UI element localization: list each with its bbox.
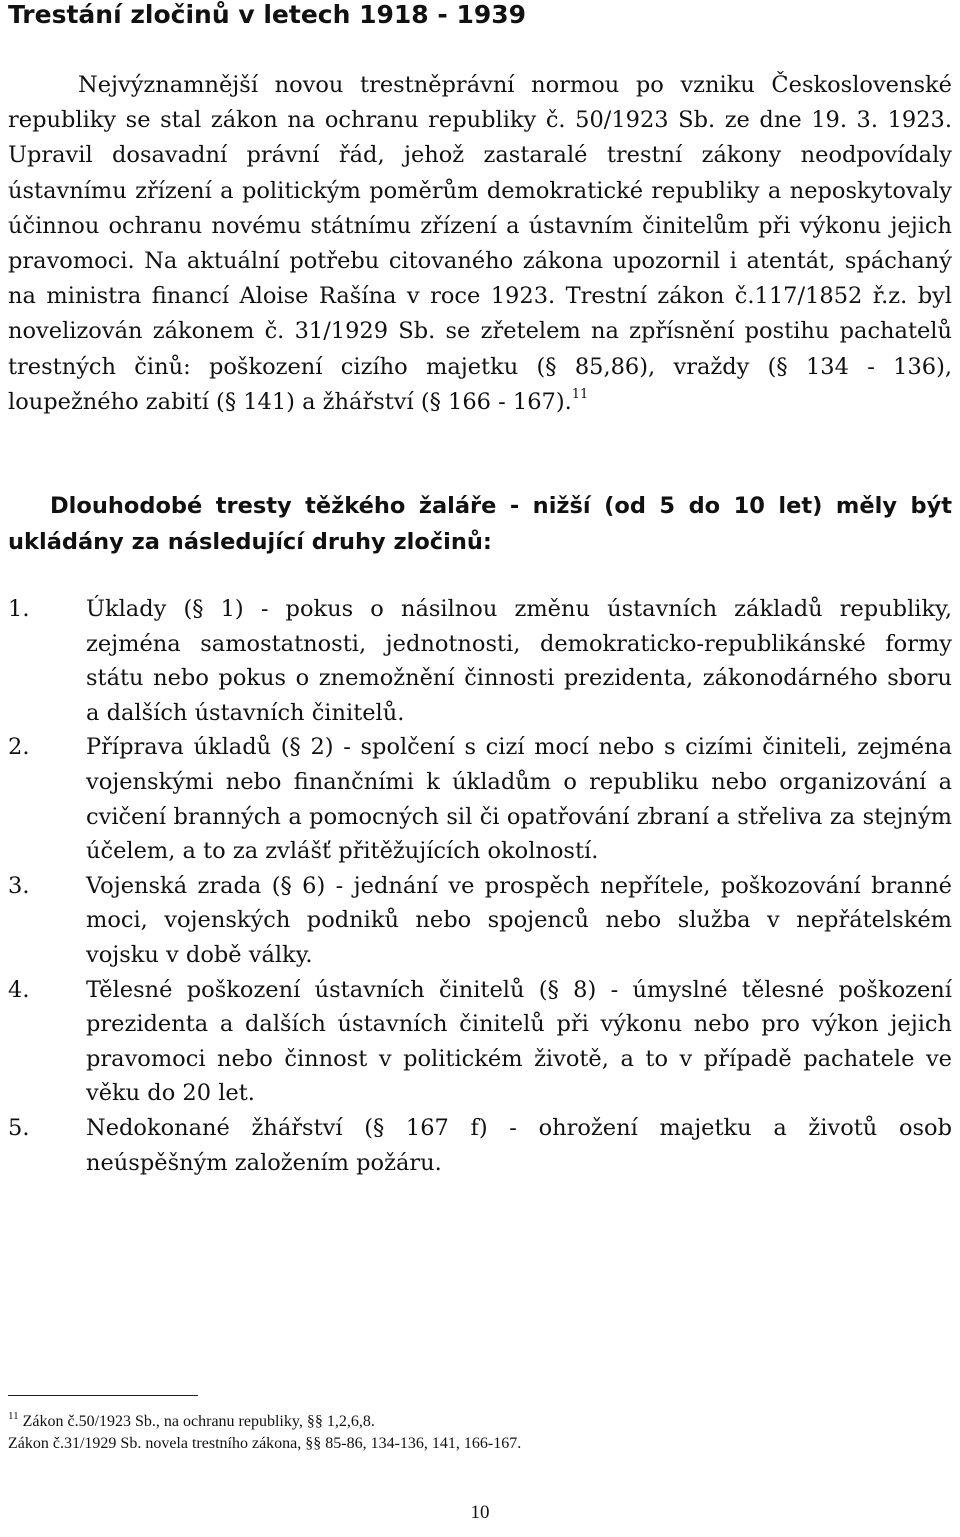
footnote-text-1: Zákon č.50/1923 Sb., na ochranu republiky, §§ 1,2,6,8.	[22, 1413, 375, 1430]
list-item-number: 1.	[8, 596, 30, 622]
footnote-line-1	[8, 1411, 952, 1433]
list-item-number: 3.	[8, 872, 30, 899]
list-item	[8, 869, 952, 973]
list-item	[8, 592, 952, 730]
subheading-text: Dlouhodobé tresty těžkého žaláře - nižší (od 5 do 10 let) měly být ukládány za následující druhy zločinů:	[8, 493, 952, 555]
list-item-text: Nedokonané žhářství (§ 167 f) - ohrožení majetku a životů osob neúspěšným založením požáru.	[86, 1114, 952, 1176]
list-item-number: 5.	[8, 1114, 30, 1141]
intro-text: Nejvýznamnější novou trestněprávní normou po vzniku Československé republiky se stal zákon na ochranu republiky č. 50/1923 Sb. ze dne 19. 3. 1923. Upravil dosavadní právní řád, jehož zastaralé trestní zákony neodpovídaly ústavnímu zřízení a politickým poměrům demokratické republiky a neposkytovaly účinnou ochranu novému státnímu zřízení a ústavním činitelům při výkonu jejich pravomoci. Na aktuální potřebu citovaného zákona upozornil i atentát, spáchaný na ministra financí Aloise Rašína v roce 1923. Trestní zákon č.117/1852 ř.z. byl novelizován zákonem č. 31/1929 Sb. se zřetelem na zpřísnění postihu pachatelů trestných činů: poškození cizího majetku (§ 85,86), vraždy (§ 134 - 136), loupežného zabití (§ 141) a žhářství (§ 166 - 167).	[8, 72, 952, 415]
footnotes	[8, 1411, 952, 1455]
list-item	[8, 973, 952, 1111]
section-subheading	[8, 488, 952, 560]
page-title: Trestání zločinů v letech 1918 - 1939	[8, 0, 527, 29]
list-item-text: Příprava úkladů (§ 2) - spolčení s cizí mocí nebo s cizími činiteli, zejména vojenskými nebo finančními k úkladům o republiku nebo organizování a cvičení branných a pomocných sil či opatřování zbraní a střeliva za stejným účelem, a to za zvlášť přitěžujících okolností.	[86, 734, 952, 865]
footnote-marker: 11	[8, 1410, 19, 1422]
footnote-line-2	[8, 1433, 952, 1455]
footnote-reference[interactable]: 11	[571, 386, 589, 402]
page-number: 10	[470, 1502, 490, 1523]
list-item-text: Tělesné poškození ústavních činitelů (§ 8) - úmyslné tělesné poškození prezidenta a dalších ústavních činitelů při výkonu nebo pro výkon jejich pravomoci nebo činnost v politickém životě, a to v případě pachatele ve věku do 20 let.	[86, 976, 952, 1107]
list-item-text: Úklady (§ 1) - pokus o násilnou změnu ústavních základů republiky, zejména samostatnosti, jednotnosti, demokraticko-republikánské formy státu nebo pokus o znemožnění činnosti prezidenta, zákonodárného sboru a dalších ústavních činitelů.	[86, 596, 952, 726]
crime-list	[8, 592, 952, 1180]
footnote-separator	[8, 1395, 198, 1396]
list-item-number: 4.	[8, 976, 30, 1003]
list-item-number: 2.	[8, 734, 30, 761]
footnote-text-2: Zákon č.31/1929 Sb. novela trestního zákona, §§ 85-86, 134-136, 141, 166-167.	[8, 1435, 522, 1452]
intro-paragraph	[8, 68, 952, 420]
list-item-text: Vojenská zrada (§ 6) - jednání ve prospěch nepřítele, poškozování branné moci, vojenských podniků nebo spojenců nebo služba v nepřátelském vojsku v době války.	[86, 872, 952, 968]
list-item	[8, 730, 952, 868]
list-item	[8, 1111, 952, 1180]
